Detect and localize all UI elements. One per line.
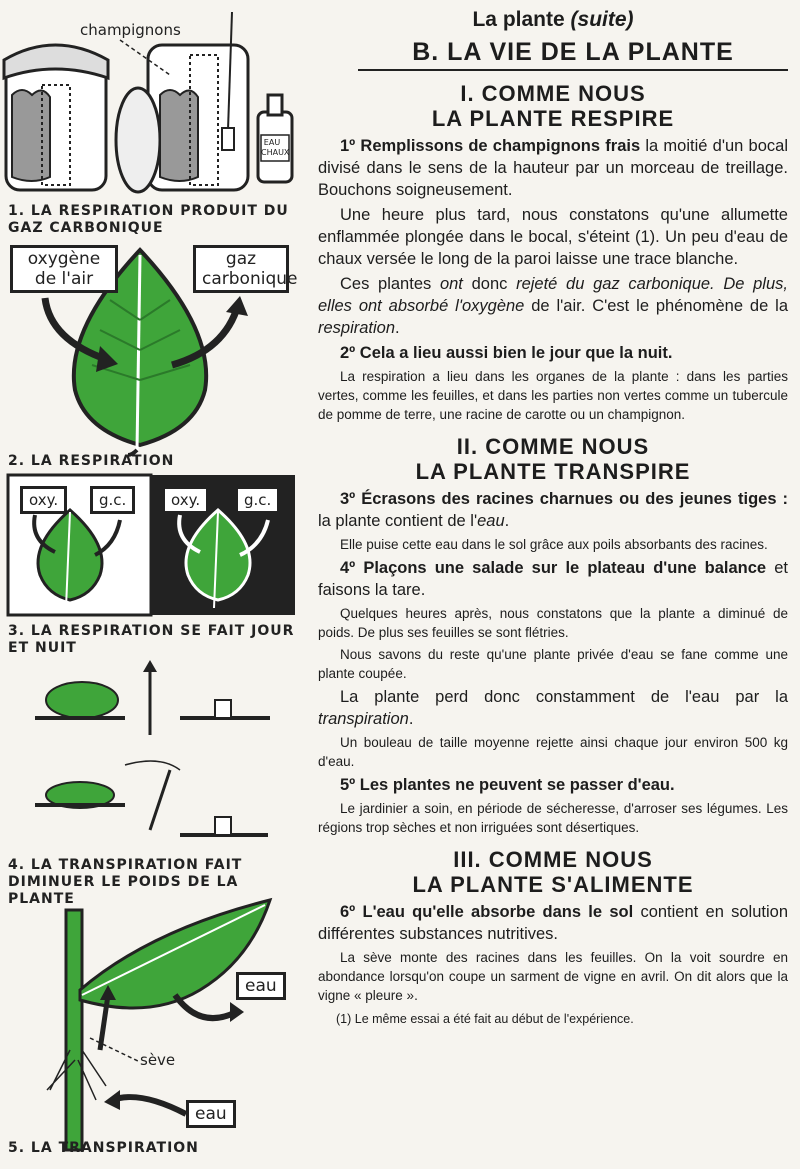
paragraph-15: 6º L'eau qu'elle absorbe dans le sol contient en solution différentes substances nutritives. (318, 903, 789, 943)
night-gc-box: g.c. (235, 486, 280, 514)
transpiration-plant (47, 900, 270, 1150)
paragraph-14: Le jardinier a soin, en période de sécheresse, d'arroser ses légumes. Les régions trop sèches et non irriguées sont désertiques. (318, 801, 788, 835)
paragraph-1: 1º Remplissons de champignons frais la moitié d'un bocal divisé dans le sens de la hauteur par un morceau de treillage. Bouchons soigneusement. (318, 137, 788, 199)
page-title: La plante (suite) (472, 8, 634, 31)
caption-2: 2. LA RESPIRATION (8, 453, 175, 469)
paragraph-7: Elle puise cette eau dans le sol grâce aux poils absorbants des racines. (340, 537, 768, 552)
eau-top-box: eau (236, 972, 286, 1000)
paragraph-9: Quelques heures après, nous constatons que la plante a diminué de poids. De plus ses feuilles se sont flétries. (318, 606, 788, 640)
paragraph-10: Nous savons du reste qu'une plante privée d'eau se fane comme une plante coupée. (318, 647, 788, 681)
illustration-column (0, 0, 300, 1169)
balance-diagram (35, 660, 270, 835)
paragraph-8: 4º Plaçons une salade sur le plateau d'une balance et faisons la tare. (318, 559, 788, 599)
text-column (318, 8, 788, 1031)
footnote: (1) Le même essai a été fait au début de l'expérience. (336, 1012, 634, 1026)
seve-label: sève (140, 1051, 176, 1069)
paragraph-2: Une heure plus tard, nous constatons qu'une allumette enflammée plongée dans le bocal, s'éteint (1). Un peu d'eau de chaux versée le long de la paroi laisse une trace blanche. (318, 206, 788, 268)
heading-transpire: II. COMME NOUS LA PLANTE TRANSPIRE (415, 434, 691, 484)
day-gc-box: g.c. (90, 486, 135, 514)
champignons-label: champignons (80, 21, 181, 39)
day-oxy-box: oxy. (20, 486, 67, 514)
paragraph-4: 2º Cela a lieu aussi bien le jour que la nuit. (340, 344, 673, 362)
paragraph-12: Un bouleau de taille moyenne rejette ainsi chaque jour environ 500 kg d'eau. (318, 735, 788, 769)
heading-aliment: III. COMME NOUS LA PLANTE S'ALIMENTE (412, 847, 694, 897)
paragraph-3: Ces plantes ont donc rejeté du gaz carbonique. De plus, elles ont absorbé l'oxygène de l'air. C'est le phénomène de la respiration. (318, 275, 788, 337)
night-oxy-box: oxy. (162, 486, 209, 514)
co2-box: gaz carbonique (193, 245, 289, 293)
bottle-label: EAU CHAUX (261, 138, 290, 157)
section-b-heading: B. LA VIE DE LA PLANTE (358, 38, 788, 71)
eau-bottom-box: eau (186, 1100, 236, 1128)
caption-4: 4. LA TRANSPIRATION FAIT DIMINUER LE POIDS DE LA PLANTE (8, 857, 243, 907)
caption-5: 5. LA TRANSPIRATION (8, 1140, 199, 1156)
jar-closed (4, 45, 108, 190)
caption-3: 3. LA RESPIRATION SE FAIT JOUR ET NUIT (8, 623, 295, 656)
paragraph-16: La sève monte des racines dans les feuilles. On la voit sourdre en abondance lorsqu'on coupe un sarment de vigne en avril. On dit alors que la vigne « pleure ». (318, 950, 788, 1003)
heading-respire: I. COMME NOUS LA PLANTE RESPIRE (431, 81, 675, 131)
oxygen-box: oxygène de l'air (10, 245, 118, 293)
paragraph-5: La respiration a lieu dans les organes de la plante : dans les parties vertes, comme les feuilles, et dans les parties non vertes comme un tubercule de pomme de terre, une racine de carotte ou un champignon. (318, 369, 788, 422)
paragraph-11: La plante perd donc constamment de l'eau par la transpiration. (318, 688, 788, 728)
paragraph-13: 5º Les plantes ne peuvent se passer d'eau. (340, 776, 675, 794)
paragraph-6: 3º Écrasons des racines charnues ou des jeunes tiges : la plante contient de l'eau. (318, 490, 788, 530)
caption-1: 1. LA RESPIRATION PRODUIT DU GAZ CARBONIQUE (8, 203, 289, 236)
